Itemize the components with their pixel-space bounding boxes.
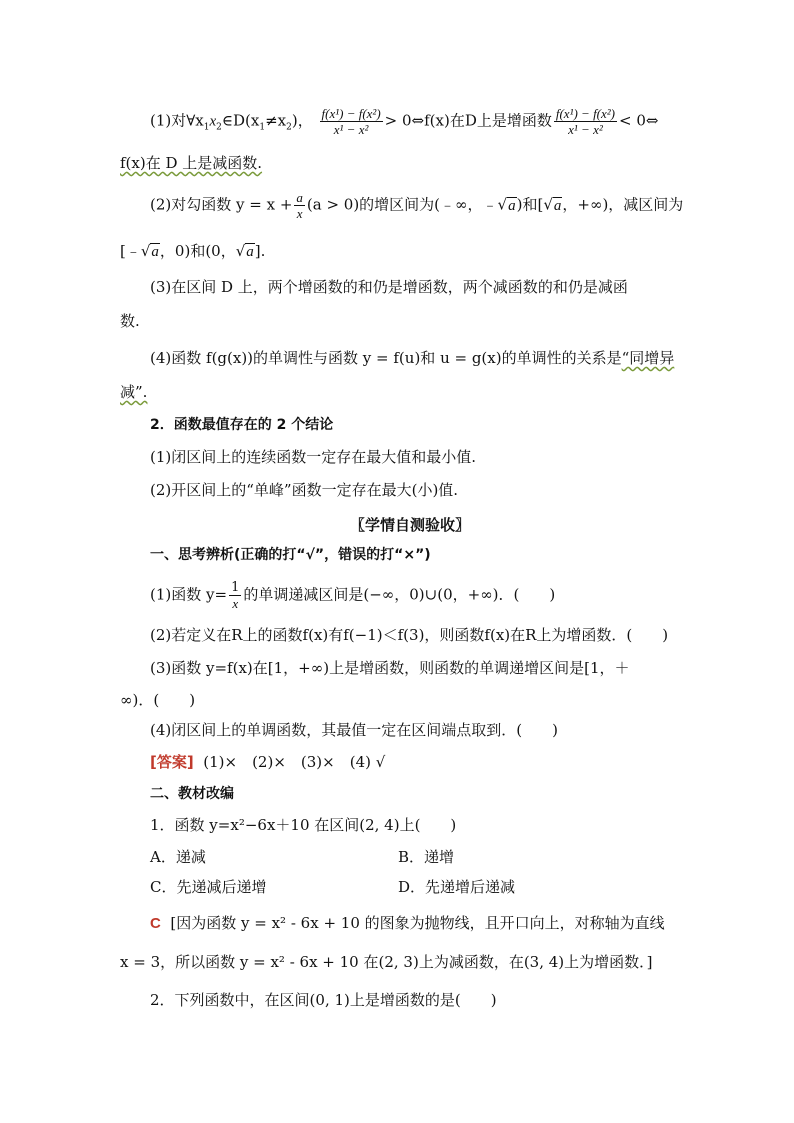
- text: ，+∞)，减区间为: [562, 195, 684, 214]
- section-2-item-1: (1)闭区间上的连续函数一定存在最大值和最小值.: [150, 448, 477, 466]
- question-4: (4)闭区间上的单调函数，其最值一定在区间端点取到．( ): [150, 721, 558, 739]
- part-2-heading: 二、教材改编: [150, 786, 234, 802]
- difference-quotient-fraction-2: $\frac{\text{f(x¹) − f(x²)}}{\text{x¹ − x²}}$: [555, 106, 616, 137]
- option-a: A．递减: [150, 848, 206, 866]
- problem-2: 2．下列函数中，在区间(0, 1)上是增函数的是( ): [150, 991, 497, 1009]
- text: )和[: [516, 195, 544, 214]
- section-2-heading: 2．函数最值存在的 2 个结论: [150, 417, 334, 433]
- solution-line2: x = 3，所以函数 y = x² - 6x + 10 在(2, 3)上为减函数，在(3, 4)上为增函数．]: [120, 953, 653, 971]
- conclusion-2-line2: [﹣√a，0)和(0，√a].: [120, 242, 266, 260]
- conclusion-3-line1: (3)在区间 D 上，两个增函数的和仍是增函数，两个减函数的和仍是减函: [150, 278, 628, 296]
- text: (a > 0)的增区间为(﹣∞，﹣: [306, 195, 498, 214]
- conclusion-1-line1: (1)对$\forall x_1x_2\in D(x_1\ne x_2)$， $\frac{\text{f(x¹) − f(x²)}}{\text{x¹ − x²}}$ > 0⇔f(x)在D上是增函数 $\frac{\text{f(x¹) − f(x²)}}{\text{x¹ − x²}}$ < 0⇔: [150, 106, 659, 137]
- problem-1: 1．函数 y=x²−6x＋10 在区间(2, 4)上( ): [150, 816, 457, 834]
- conclusion-4-line2: 减”.: [120, 383, 148, 401]
- text: < 0⇔: [619, 111, 659, 130]
- text: (2)对勾函数 y = x +: [150, 195, 293, 214]
- a-over-x-fraction: $\frac{a}{x}$: [296, 190, 303, 221]
- text: (1)对∀x: [150, 111, 204, 130]
- text: ∈D(x: [221, 111, 260, 130]
- option-b: B．递增: [398, 848, 455, 866]
- conclusion-2-line1: (2)对勾函数 y = x + $\frac{a}{x}$ (a > 0)的增区间为(﹣∞，﹣√a)和[√a，+∞)，减区间为: [150, 190, 684, 221]
- solution-answer-letter: C: [150, 915, 161, 932]
- answer-text: (1)× (2)× (3)× (4) √: [203, 753, 386, 771]
- one-over-x-fraction: $\frac{1}{x}$: [231, 580, 240, 611]
- part-1-heading: 一、思考辨析(正确的打“√”，错误的打“×”): [150, 547, 431, 563]
- question-3-line1: (3)函数 y=f(x)在[1，+∞)上是增函数，则函数的单调递增区间是[1，＋: [150, 659, 630, 677]
- conclusion-4-line1: (4)函数 f(g(x))的单调性与函数 y = f(u)和 u = g(x)的单调性的关系是“同增异: [150, 349, 675, 367]
- conclusion-3-line2: 数.: [120, 312, 140, 330]
- solution-line1: C [因为函数 y = x² - 6x + 10 的图象为抛物线，且开口向上，对称轴为直线: [150, 914, 665, 932]
- text: > 0⇔f(x)在D上是增函数: [384, 111, 552, 130]
- conclusion-1-line2: [120, 153, 262, 173]
- self-test-title: 〖学情自测验收〗: [350, 516, 471, 534]
- question-1: (1)函数 y= $\frac{1}{x}$ 的单调递减区间是(−∞，0)∪(0，+∞)．( ): [150, 580, 556, 611]
- text: )，: [291, 111, 313, 130]
- option-c: C．先递减后递增: [150, 878, 267, 896]
- answer-line: [150, 752, 385, 772]
- difference-quotient-fraction: $\frac{\text{f(x¹) − f(x²)}}{\text{x¹ − x²}}$: [321, 106, 381, 137]
- question-2: (2)若定义在R上的函数f(x)有f(−1)＜f(3)，则函数f(x)在R上为增函数．( ): [150, 626, 669, 644]
- section-2-item-2: (2)开区间上的“单峰”函数一定存在最大(小)值.: [150, 481, 459, 499]
- question-3-line2: ∞)．( ): [120, 691, 196, 709]
- text: ≠x: [265, 111, 287, 130]
- answer-tag: [答案]: [150, 753, 194, 771]
- option-d: D．先递增后递减: [398, 878, 516, 896]
- text: f(x)在 D 上是减函数.: [120, 154, 263, 172]
